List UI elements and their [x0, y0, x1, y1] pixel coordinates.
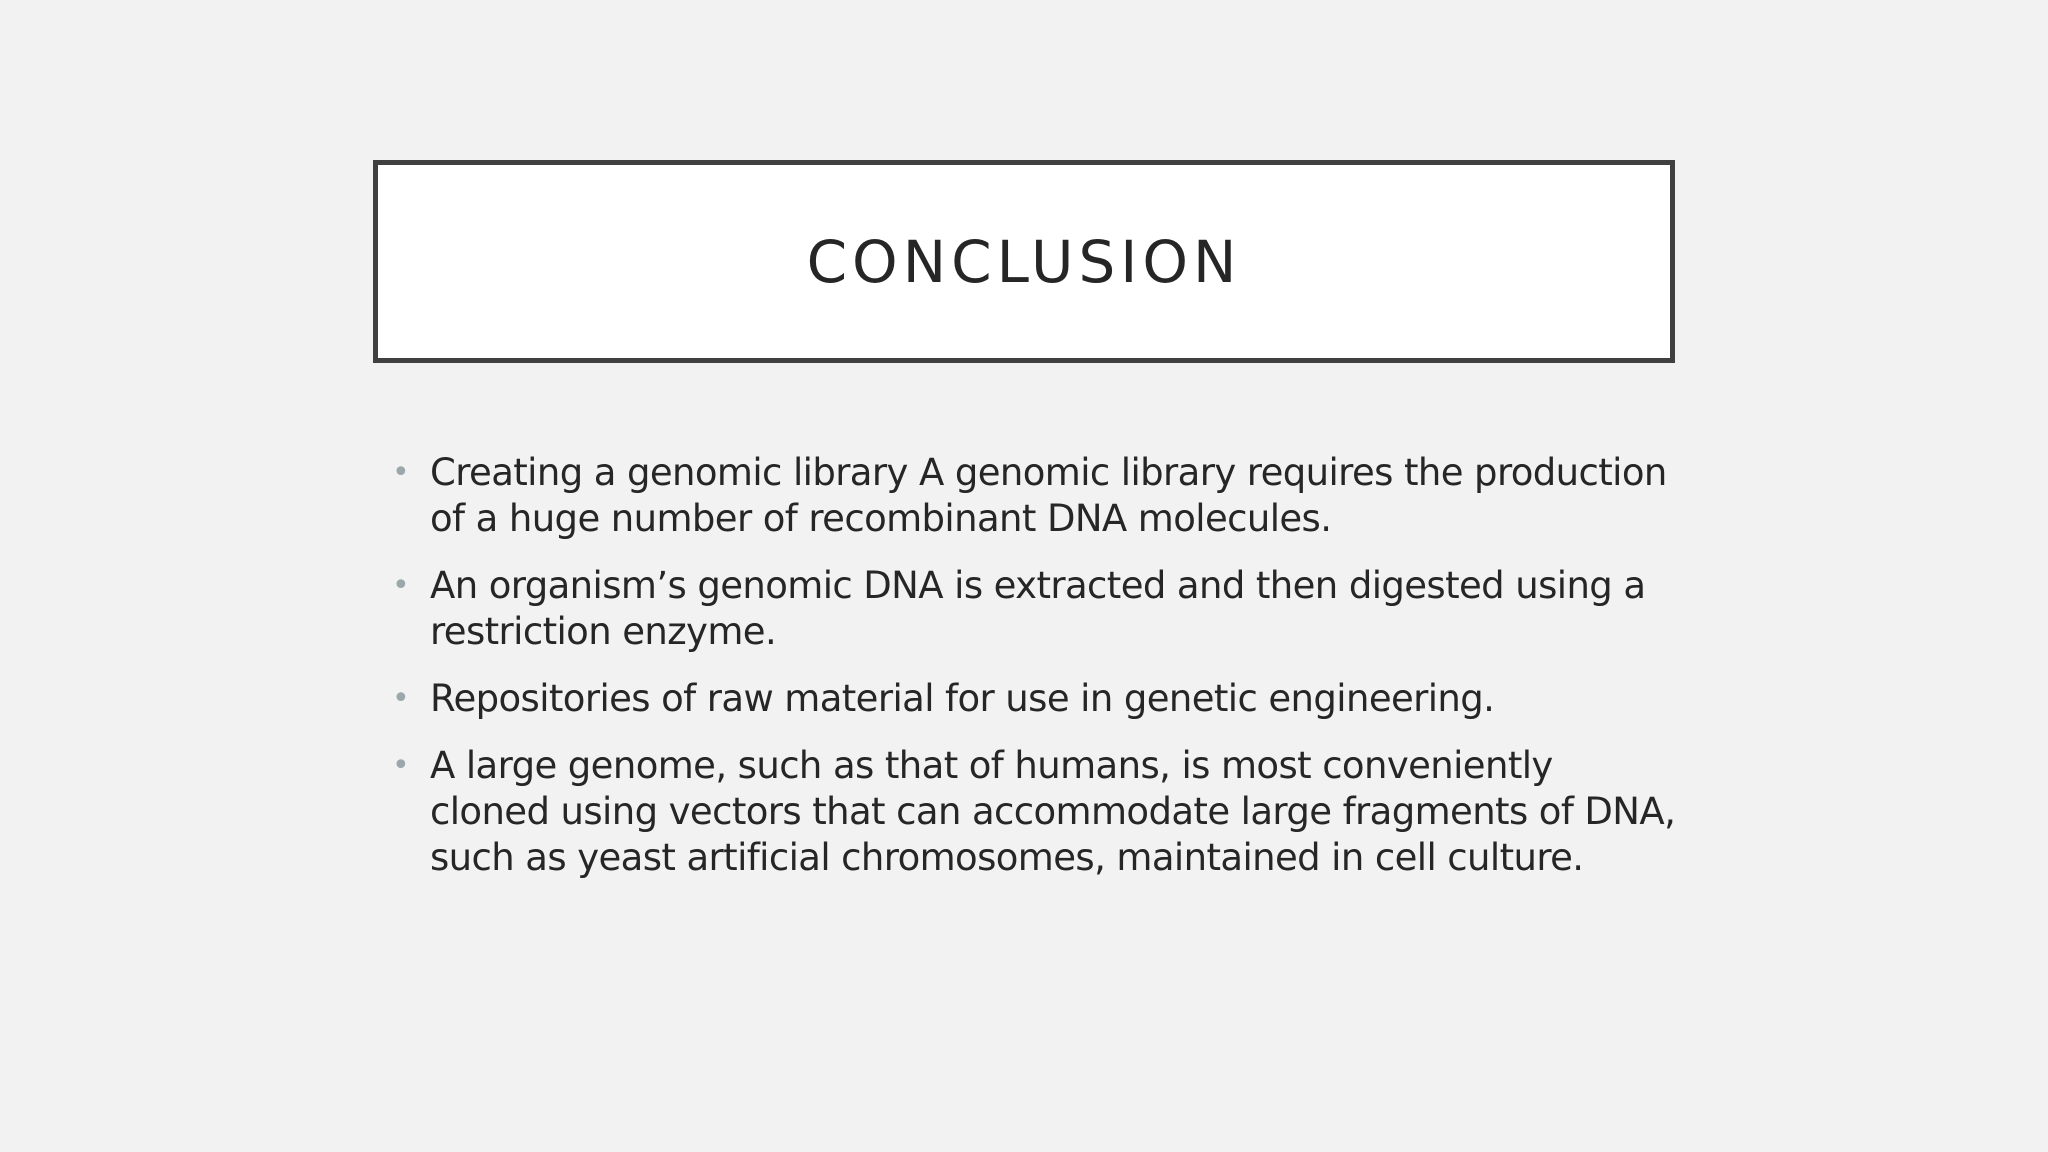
bullet-marker-icon: •: [392, 681, 410, 716]
bullet-marker-icon: •: [392, 568, 410, 603]
list-item: [380, 676, 1680, 722]
bullet-text: Creating a genomic library A genomic library requires the production of a huge number of recombinant DNA molecules.: [430, 451, 1667, 540]
bullet-marker-icon: •: [392, 455, 410, 490]
slide-title: CONCLUSION: [806, 227, 1242, 296]
bullet-text: A large genome, such as that of humans, is most conveniently cloned using vectors that can accommodate large fragments of DNA, such as yeast artificial chromosomes, maintained in cell culture.: [430, 744, 1676, 879]
bullet-text: Repositories of raw material for use in genetic engineering.: [430, 677, 1495, 720]
list-item: [380, 563, 1680, 655]
title-box: [373, 160, 1675, 363]
list-item: [380, 743, 1680, 881]
bullet-text: An organism’s genomic DNA is extracted and then digested using a restriction enzyme.: [430, 564, 1646, 653]
list-item: [380, 450, 1680, 542]
bullet-list: [380, 450, 1680, 902]
bullet-marker-icon: •: [392, 748, 410, 783]
